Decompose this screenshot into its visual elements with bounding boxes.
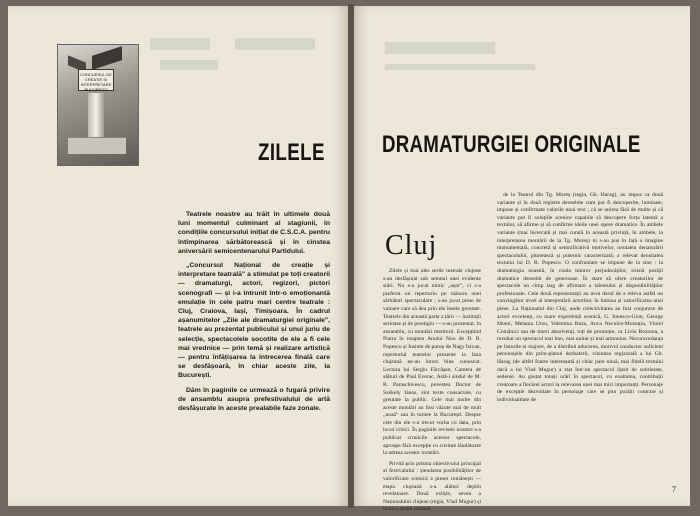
show-through-mark — [160, 60, 218, 70]
page-gutter — [348, 4, 354, 508]
show-through-mark — [385, 42, 495, 54]
intro-paragraph: „Concursul Național de creație și interpretare teatrală" a stimulat pe toți creatorii — dramaturgi, actori, regizori, pictori scenografi — și i-a întrunit într-o emoționantă emulație în cele patru mari centre teatrale : Cluj, Craiova, Iași, Timișoara. În cadrul așanumitelor „Zile ale dramaturgiei originale", teatrele au prezentat publicului și unui juriu de selecție, spectacolele socotite de ele a fi cele mai vrednice — prin temă și realizare artistică — pentru înfățișarea la întrecerea finală care se desfășoară, în chiar aceste zile, la București. — [178, 262, 330, 380]
photo-caption: CONCURSUL DE CREAȚIE ȘI INTERPRETARE BUCUREȘTI — [78, 69, 114, 91]
headline-left: ZILELE — [258, 139, 325, 166]
trophy-photo — [57, 44, 139, 166]
photo-trophy-base — [68, 137, 126, 154]
photo-flag — [92, 46, 122, 70]
intro-paragraph: Dăm în paginile ce urmează o fugară privire de ansamblu asupra prefestivalului de artă desfășurate în aceste prealabile faze zonale. — [178, 386, 330, 413]
page-number: 7 — [672, 485, 676, 494]
intro-text — [178, 210, 330, 418]
show-through-mark — [150, 38, 210, 50]
show-through-mark — [235, 38, 315, 50]
intro-paragraph: Teatrele noastre au trăit în ultimele două luni momentul culminant al stagiunii, în condițiile concursului inițiat de C.S.C.A. pentru întîmpinarea sărbătorească și în cinstea aniversării semicentenarului Partidului. — [178, 211, 330, 255]
body-column-2 — [497, 192, 663, 498]
body-paragraph: Zilele și mai ales serile teatrale clujene s-au desfășurat sub semnul unei evidente stări. Nu s-a jucat nimic „ușor", ci s-a preferat un repertoriu pe măsura unei sărbători spectaculare ; s-au jucat piese de valoare care să dea prin ele însele greutate. Teatrele din această parte a țării — instituții serioase și de prestigiu — s-au prezentat, în ansamblu, cu montări meritorii. Excepțiind Piatra în noaptea Anului Nou de D. R. Popescu și Insinte de potop de Nagy Istvan, repertoriul teatrelor prezente la faza clujeană ne-au întors bine cunoscut. Lectura lui Sergiu Fărcășan, Camera de alături de Paul Everac, Astă-i sindul de M. R. Paraschivescu, povestea Doctor de Székely Iános, sînt texte consacrate, cu greutate la public. Cele mai multe din aceste montări au fost văzute mai de mult „noaă" sau în turnee la București. Despre cele din ele s-a trecut vorba cu data, prin locul critici. În paginile revistei noastre s-a publicat cronicile acestor spectacole, aproape fără excepție cu cuvinte lăudătoare la adresa acestor montări. — [383, 268, 481, 457]
headline-right: DRAMATURGIEI ORIGINALE — [382, 131, 641, 158]
section-heading-cluj: Cluj — [385, 230, 438, 261]
body-column-1 — [383, 268, 481, 513]
show-through-mark — [385, 64, 535, 70]
body-paragraph: Privită prin prisma obiectivului principal al festivalului : ștendarea posibilităților de valorificare scenică a piesei românești — etapa clujeană s-a alături deplin revelatoare. Două exliție, seven a Naționalului clujean (regia, Vlad Mugur) și noua o secție română — [383, 460, 481, 513]
photo-trophy-stem — [88, 93, 104, 137]
body-paragraph: de la Teatrul din Tg. Mureș (regia, Gh. Harag), au impus ca două variante și în două registre deosebite cum pot fi descoperite, luminate, impuse și confirmate valorile unui text ; că se unirea fără de multe și că variante pot fi soluțiile scenice capabile să descopere forța latentă a textului, să afirme și să confirme ideile unei opere dramatice. În ambele variante (mai încercată și mai curată în această privință, în ambele, la interpretarea montării de la Tg. Mureș) ni s-au pus în față o imagine monumentală, concretă și semnificativă motivelor, noutatea denaturării spectacolului, pitorească și puternic caracterizată, a relevat densitatea textului lui D. R. Popescu. O confruntare se impune de la sine : la dramaturgia noastră, în ciuda tuturor prejudecăților, există poziții dramatice deosebit de generoase. În stare să ofere creatorilor de spectacole un cîmp larg de afirmare a talentului și disponibilităților profesionale. Cele două reprezentații au avut darul de a releva astfel un convingător nivel al interpretării actorilor, în lumina și valorificarea unei piese. La Naționalul din Cluj, unde colectivitatea au fost conjuncte de actori excelenți, cu mare experiență scenică, G. Ionescu-Gion, George Motoi, Melania Ursu, Valentina Buza, Anca Neculce-Moisuțiu, Viorel Comănici sau de tineri absolvenți, toți de promoție, ca Liviu Rozorea, a rezultat un spectacol mai bun, mai unitar și mai armonios. Neconcordanța pe listurile ei majore, de a distribui aducerea, motivul conductor suficient personajele din prim-planul dezbaterii, viziunea regizorală a lui Gh. Harag (de altfel foarte interesantă și chiar pare nouă, mai fidelă textului dacă a lui Vlad Mugur) a stat într-un spectacol lipsit de sobrietate, sedenie. Au gustat totuși urări în spectacol, cu exaltarea, contribuții creatoare a fiecărei actori la relevarea unei mai mici importanți. Personaje de excepție dezvoltate în personaje care se pun poziții contrare și individualitate de — [497, 192, 663, 404]
